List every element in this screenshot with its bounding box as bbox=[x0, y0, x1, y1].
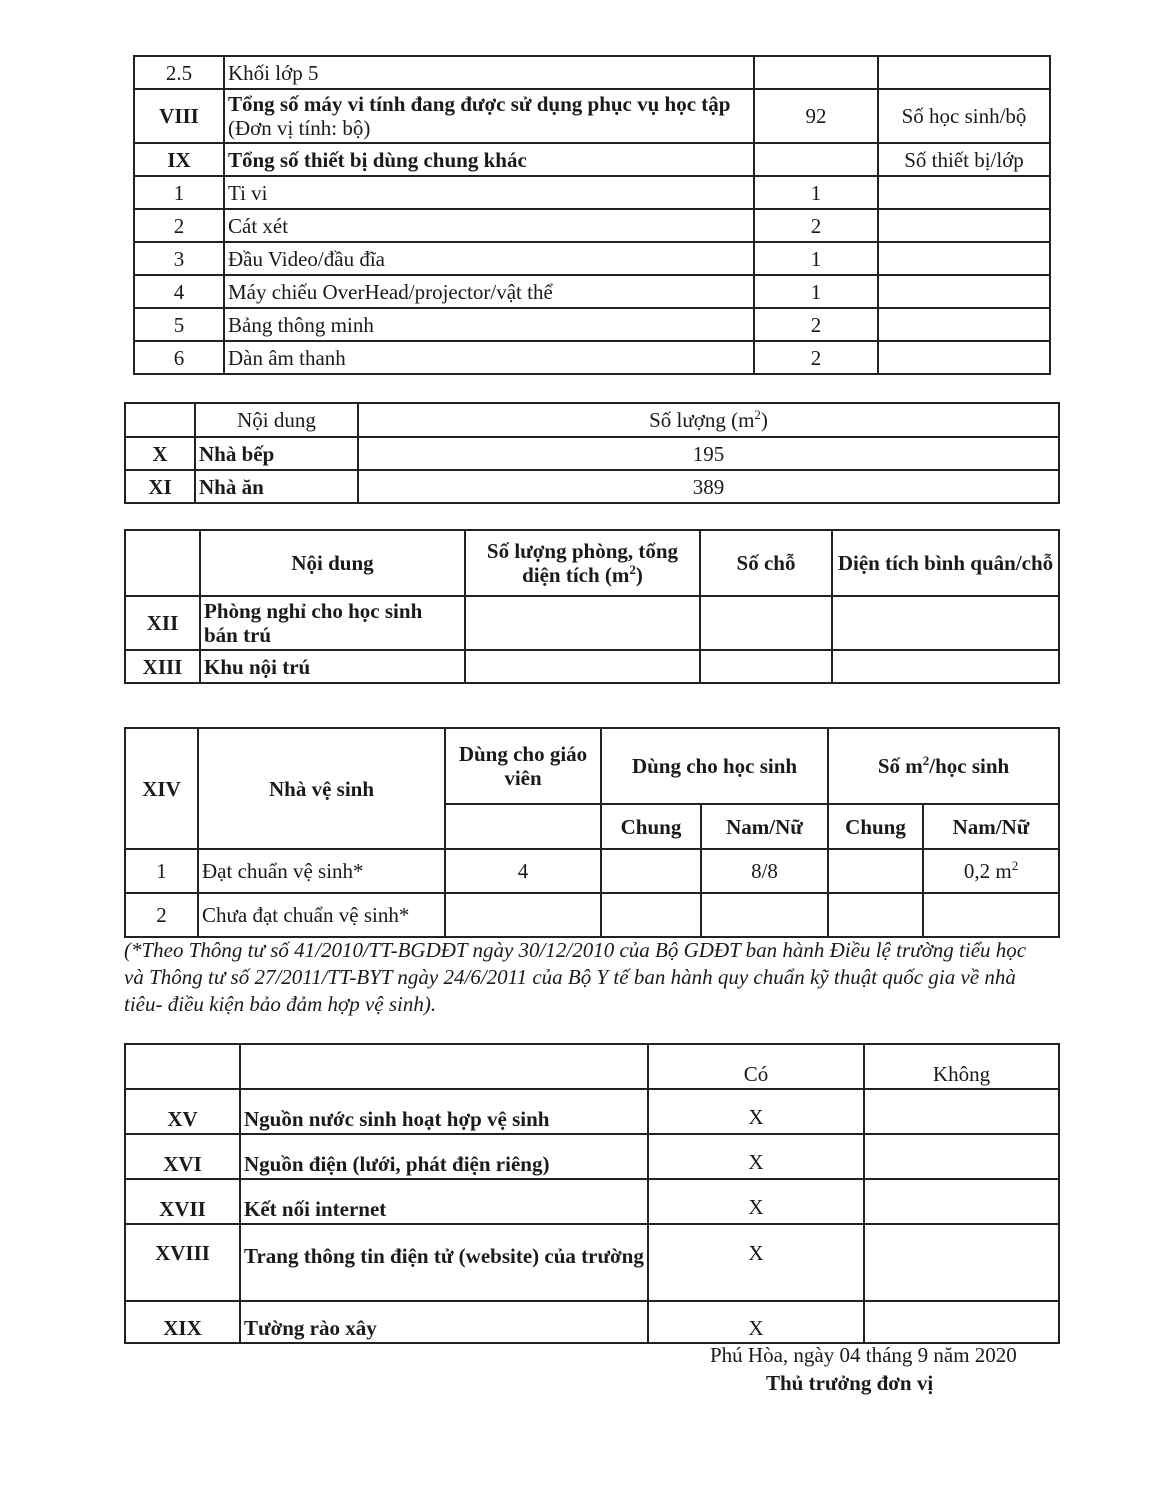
row-student-gender: 8/8 bbox=[701, 849, 828, 893]
row-content: Nhà ăn bbox=[195, 470, 358, 503]
row-unit: Số học sinh/bộ bbox=[878, 89, 1050, 143]
boarding-table bbox=[124, 529, 1060, 684]
header-m2 bbox=[828, 728, 1059, 804]
row-content: Phòng nghỉ cho học sinh bán trú bbox=[200, 596, 465, 650]
row-number: XVIII bbox=[125, 1224, 240, 1301]
header-rooms-end: ) bbox=[635, 563, 643, 587]
row-value: 2 bbox=[754, 341, 878, 374]
row-content: Khu nội trú bbox=[200, 650, 465, 683]
table-row bbox=[125, 1089, 1059, 1134]
header-quantity bbox=[358, 403, 1059, 437]
row-value: 1 bbox=[754, 242, 878, 275]
row-number: 2 bbox=[125, 893, 198, 937]
row-number: 2.5 bbox=[134, 56, 224, 89]
utilities-table bbox=[124, 1043, 1060, 1344]
header-m2-sup: 2 bbox=[922, 753, 930, 768]
header-yes: Có bbox=[648, 1044, 864, 1089]
row-number: XVII bbox=[125, 1179, 240, 1224]
row-number: 1 bbox=[134, 176, 224, 209]
footnote: (*Theo Thông tư số 41/2010/TT-BGDĐT ngày 30/12/2010 của Bộ GDĐT ban hành Điều lệ trường tiểu học và Thông tư số 27/2011/TT-BYT ngày 24/6/2011 của Bộ Y tế ban hành quy chuẩn kỹ thuật quốc gia về nhà tiêu- điều kiện bảo đảm hợp vệ sinh). bbox=[124, 938, 1027, 1016]
table-row bbox=[134, 176, 1050, 209]
row-unit bbox=[878, 242, 1050, 275]
row-number: 5 bbox=[134, 308, 224, 341]
kitchen-table bbox=[124, 402, 1060, 504]
row-content: Trang thông tin điện tử (website) của trường bbox=[240, 1224, 648, 1301]
row-content: Nguồn nước sinh hoạt hợp vệ sinh bbox=[240, 1089, 648, 1134]
row-number: XVI bbox=[125, 1134, 240, 1179]
table-row bbox=[134, 143, 1050, 176]
table-header-row bbox=[125, 728, 1059, 804]
table-header-row bbox=[125, 1044, 1059, 1089]
row-content: Kết nối internet bbox=[240, 1179, 648, 1224]
equipment-table bbox=[133, 55, 1051, 375]
row-value: 2 bbox=[754, 209, 878, 242]
header-content bbox=[240, 1044, 648, 1089]
row-m2-common bbox=[828, 893, 923, 937]
row-content: Ti vi bbox=[224, 176, 754, 209]
row-seats bbox=[700, 650, 832, 683]
row-m2-gender bbox=[923, 849, 1059, 893]
section-title: Nhà vệ sinh bbox=[198, 728, 445, 849]
row-content: Tổng số thiết bị dùng chung khác bbox=[224, 143, 754, 176]
header-rooms bbox=[465, 530, 700, 596]
row-teacher bbox=[445, 893, 601, 937]
row-number: 3 bbox=[134, 242, 224, 275]
row-m2-common bbox=[828, 849, 923, 893]
row-unit bbox=[878, 176, 1050, 209]
row-value: 389 bbox=[358, 470, 1059, 503]
row-content: Chưa đạt chuẩn vệ sinh* bbox=[198, 893, 445, 937]
table-row bbox=[125, 1134, 1059, 1179]
row-value: 1 bbox=[754, 275, 878, 308]
header-quantity-label: Số lượng (m bbox=[649, 408, 755, 432]
row-content: Đầu Video/đầu đĩa bbox=[224, 242, 754, 275]
row-value bbox=[754, 56, 878, 89]
row-content: Cát xét bbox=[224, 209, 754, 242]
row-m2-gender-sup: 2 bbox=[1011, 858, 1019, 873]
row-no bbox=[864, 1134, 1059, 1179]
row-content: Máy chiếu OverHead/projector/vật thể bbox=[224, 275, 754, 308]
row-content bbox=[224, 89, 754, 143]
row-number: X bbox=[125, 437, 195, 470]
row-number: 2 bbox=[134, 209, 224, 242]
table-row bbox=[134, 209, 1050, 242]
row-number: IX bbox=[134, 143, 224, 176]
subheader-gender-2: Nam/Nữ bbox=[923, 804, 1059, 849]
table-row bbox=[125, 1301, 1059, 1343]
row-no bbox=[864, 1089, 1059, 1134]
table-row bbox=[125, 650, 1059, 683]
row-content: Khối lớp 5 bbox=[224, 56, 754, 89]
header-quantity-sup: 2 bbox=[754, 407, 761, 422]
row-value bbox=[754, 143, 878, 176]
row-no bbox=[864, 1179, 1059, 1224]
row-area bbox=[832, 596, 1059, 650]
subheader-common: Chung bbox=[601, 804, 701, 849]
section-number: XIV bbox=[125, 728, 198, 849]
row-number: 4 bbox=[134, 275, 224, 308]
row-yes: X bbox=[648, 1224, 864, 1301]
row-content-bold: Tổng số máy vi tính đang được sử dụng phục vụ học tập bbox=[228, 92, 731, 116]
row-value: 1 bbox=[754, 176, 878, 209]
header-seats: Số chỗ bbox=[700, 530, 832, 596]
signature-title: Thủ trưởng đơn vị bbox=[766, 1371, 934, 1395]
header-number bbox=[125, 403, 195, 437]
row-unit bbox=[878, 275, 1050, 308]
row-value: 92 bbox=[754, 89, 878, 143]
row-unit bbox=[878, 341, 1050, 374]
row-number: XIX bbox=[125, 1301, 240, 1343]
signature-date: Phú Hòa, ngày 04 tháng 9 năm 2020 bbox=[710, 1343, 1017, 1367]
header-student: Dùng cho học sinh bbox=[601, 728, 828, 804]
row-teacher: 4 bbox=[445, 849, 601, 893]
row-content: Nguồn điện (lưới, phát điện riêng) bbox=[240, 1134, 648, 1179]
header-rooms-label: Số lượng phòng, tổng diện tích (m bbox=[486, 539, 679, 587]
row-number: 6 bbox=[134, 341, 224, 374]
header-quantity-end: ) bbox=[760, 408, 768, 432]
row-number: XI bbox=[125, 470, 195, 503]
row-number: XII bbox=[125, 596, 200, 650]
header-no: Không bbox=[864, 1044, 1059, 1089]
header-number bbox=[125, 1044, 240, 1089]
table-row bbox=[125, 1179, 1059, 1224]
subheader-teacher bbox=[445, 804, 601, 849]
row-yes: X bbox=[648, 1134, 864, 1179]
table-header-row bbox=[125, 530, 1059, 596]
row-seats bbox=[700, 596, 832, 650]
table-row bbox=[125, 437, 1059, 470]
header-m2-label: Số m bbox=[877, 754, 923, 778]
row-rooms bbox=[465, 650, 700, 683]
table-row bbox=[125, 596, 1059, 650]
table-row bbox=[134, 275, 1050, 308]
row-number: XV bbox=[125, 1089, 240, 1134]
header-m2-end: /học sinh bbox=[929, 754, 1010, 778]
row-unit: Số thiết bị/lớp bbox=[878, 143, 1050, 176]
table-row bbox=[125, 893, 1059, 937]
table-row bbox=[134, 341, 1050, 374]
row-unit bbox=[878, 56, 1050, 89]
subheader-gender: Nam/Nữ bbox=[701, 804, 828, 849]
row-value: 2 bbox=[754, 308, 878, 341]
table-row bbox=[134, 89, 1050, 143]
row-student-gender bbox=[701, 893, 828, 937]
row-area bbox=[832, 650, 1059, 683]
row-number: XIII bbox=[125, 650, 200, 683]
table-row bbox=[125, 470, 1059, 503]
row-yes: X bbox=[648, 1179, 864, 1224]
row-number: VIII bbox=[134, 89, 224, 143]
row-unit bbox=[878, 209, 1050, 242]
row-content: Nhà bếp bbox=[195, 437, 358, 470]
row-m2-gender-value: 0,2 m bbox=[963, 859, 1012, 883]
row-value: 195 bbox=[358, 437, 1059, 470]
row-student-common bbox=[601, 893, 701, 937]
table-row bbox=[125, 1224, 1059, 1301]
row-student-common bbox=[601, 849, 701, 893]
row-m2-gender bbox=[923, 893, 1059, 937]
header-rooms-sup: 2 bbox=[629, 562, 636, 577]
table-header-row bbox=[125, 403, 1059, 437]
table-row bbox=[134, 242, 1050, 275]
row-content: Bảng thông minh bbox=[224, 308, 754, 341]
header-area: Diện tích bình quân/chỗ bbox=[832, 530, 1059, 596]
header-content: Nội dung bbox=[200, 530, 465, 596]
toilet-table bbox=[124, 727, 1060, 938]
table-row bbox=[134, 56, 1050, 89]
row-content: Tường rào xây bbox=[240, 1301, 648, 1343]
row-yes: X bbox=[648, 1301, 864, 1343]
row-number: 1 bbox=[125, 849, 198, 893]
row-unit bbox=[878, 308, 1050, 341]
row-content: Dàn âm thanh bbox=[224, 341, 754, 374]
row-no bbox=[864, 1224, 1059, 1301]
header-teacher: Dùng cho giáo viên bbox=[445, 728, 601, 804]
table-row bbox=[125, 849, 1059, 893]
row-yes: X bbox=[648, 1089, 864, 1134]
header-content: Nội dung bbox=[195, 403, 358, 437]
row-content-unit-note: (Đơn vị tính: bộ) bbox=[228, 116, 371, 140]
row-content: Đạt chuẩn vệ sinh* bbox=[198, 849, 445, 893]
table-row bbox=[134, 308, 1050, 341]
header-number bbox=[125, 530, 200, 596]
subheader-common-2: Chung bbox=[828, 804, 923, 849]
row-rooms bbox=[465, 596, 700, 650]
row-no bbox=[864, 1301, 1059, 1343]
